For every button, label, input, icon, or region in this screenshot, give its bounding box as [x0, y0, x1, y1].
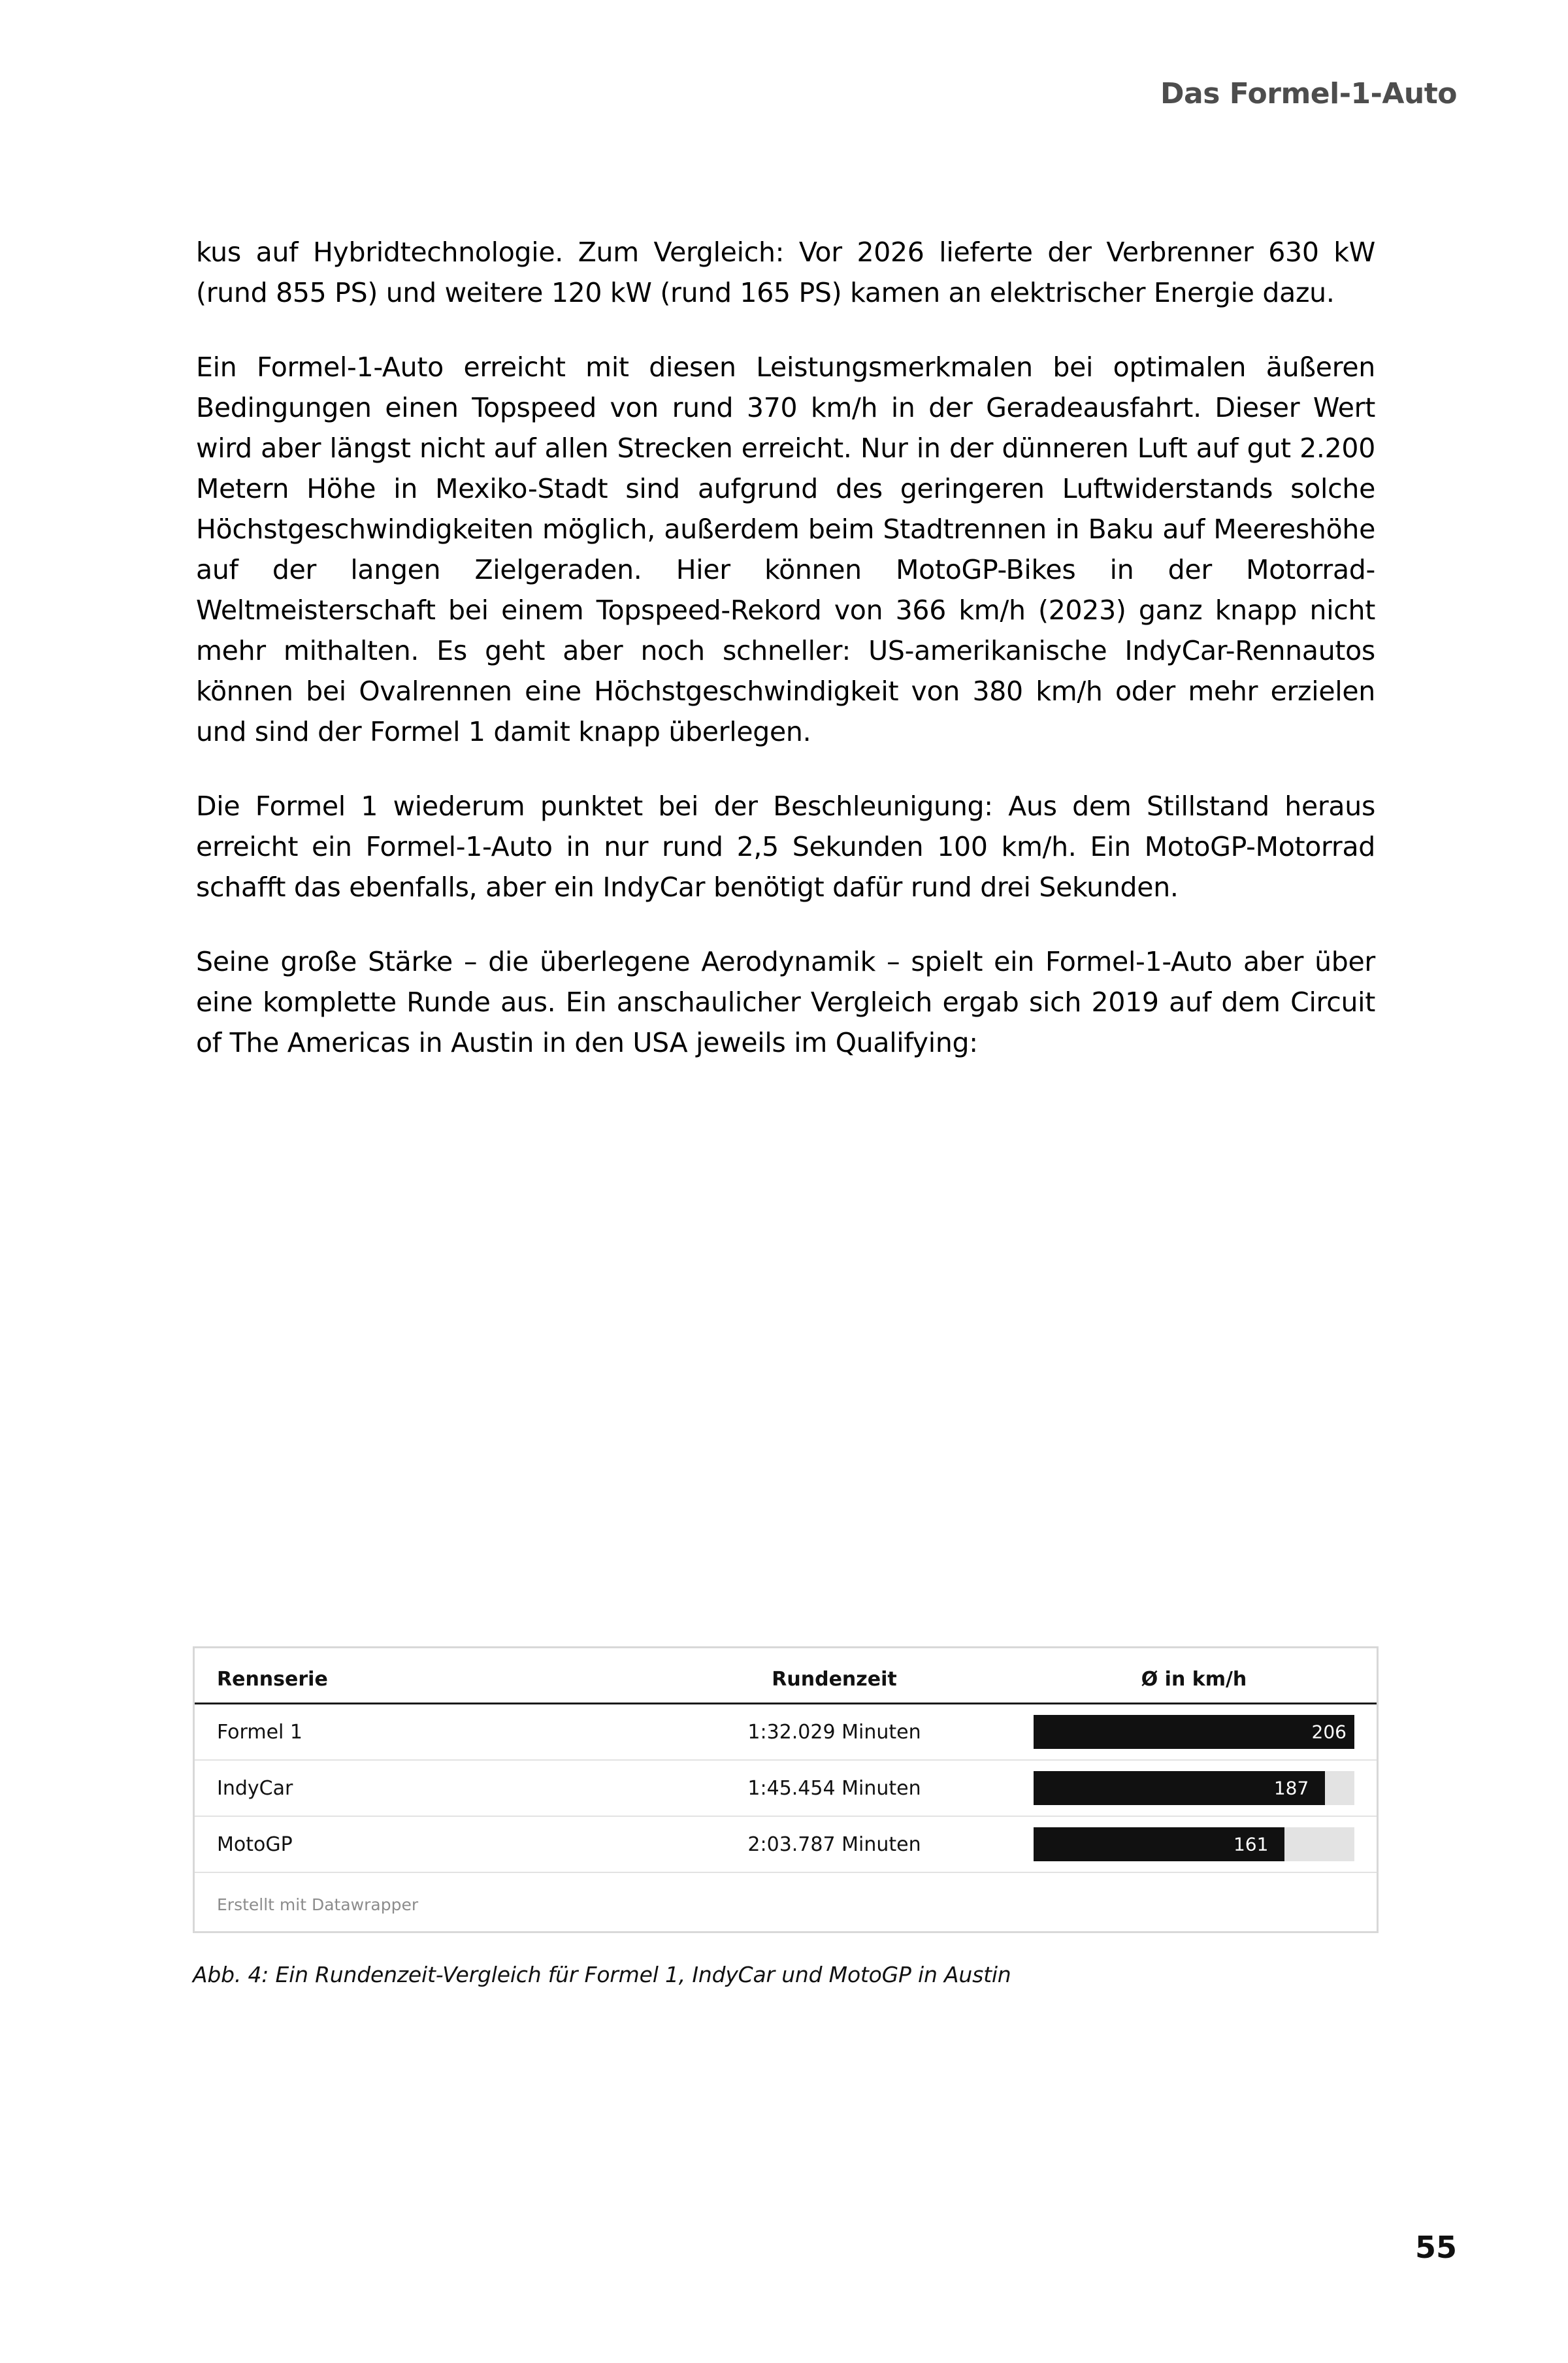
- body-text: [196, 232, 1375, 1063]
- chart-source-note: Erstellt mit Datawrapper: [217, 1895, 419, 1914]
- bar-value: 187: [1273, 1777, 1309, 1799]
- bar-track: [1034, 1715, 1354, 1749]
- bar-fill: [1034, 1715, 1354, 1749]
- cell-speed-bar: [1034, 1827, 1354, 1861]
- paragraph: Ein Formel-1-Auto erreicht mit diesen Leistungsmerkmalen bei optimalen äußeren Bedingungen einen Topspeed von rund 370 km/h in der Geradeausfahrt. Dieser Wert wird aber längst nicht auf allen Strecken erreicht. Nur in der dünneren Luft auf gut 2.200 Metern Höhe in Mexiko-Stadt sind aufgrund des geringeren Luftwiderstands solche Höchstgeschwindigkeiten möglich, außerdem beim Stadtrennen in Baku auf Meereshöhe auf der langen Zielgeraden. Hier können MotoGP-Bikes in der Motorrad-Weltmeisterschaft bei einem Topspeed-Rekord von 366 km/h (2023) ganz knapp nicht mehr mithalten. Es geht aber noch schneller: US-amerikanische IndyCar-Rennautos können bei Ovalrennen eine Höchstgeschwindigkeit von 380 km/h oder mehr erzielen und sind der Formel 1 damit knapp überlegen.: [196, 351, 1375, 747]
- bar-track: [1034, 1827, 1354, 1861]
- column-header-series: Rennserie: [217, 1668, 328, 1691]
- cell-series: MotoGP: [217, 1833, 293, 1856]
- cell-laptime: 1:45.454 Minuten: [747, 1776, 921, 1800]
- figure-lap-time-comparison: [193, 1646, 1379, 1987]
- table-row: [195, 1704, 1377, 1761]
- paragraph: Seine große Stärke – die überlegene Aerodynamik – spielt ein Formel-1-Auto aber über eine komplette Runde aus. Ein anschaulicher Vergleich ergab sich 2019 auf dem Circuit of The Americas in Austin in den USA jeweils im Qualifying:: [196, 946, 1375, 1058]
- paragraph: kus auf Hybridtechnologie. Zum Vergleich: Vor 2026 lieferte der Verbrenner 630 kW (rund 855 PS) und weitere 120 kW (rund 165 PS) kamen an elektrischer Energie dazu.: [196, 236, 1375, 308]
- table-row: [195, 1761, 1377, 1817]
- column-header-laptime: Rundenzeit: [772, 1668, 897, 1691]
- chart-container: [193, 1646, 1379, 1933]
- cell-speed-bar: [1034, 1771, 1354, 1805]
- cell-series: Formel 1: [217, 1720, 302, 1744]
- bar-value: 206: [1311, 1721, 1347, 1743]
- cell-laptime: 2:03.787 Minuten: [747, 1833, 921, 1856]
- cell-series: IndyCar: [217, 1776, 293, 1800]
- bar-track: [1034, 1771, 1354, 1805]
- cell-speed-bar: [1034, 1715, 1354, 1749]
- paragraph: Die Formel 1 wiederum punktet bei der Beschleunigung: Aus dem Stillstand heraus erreicht ein Formel-1-Auto in nur rund 2,5 Sekunden 100 km/h. Ein MotoGP-Motorrad schafft das ebenfalls, aber ein IndyCar benötigt dafür rund drei Sekunden.: [196, 790, 1375, 903]
- figure-caption: Abb. 4: Ein Rundenzeit-Vergleich für Formel 1, IndyCar und MotoGP in Austin: [193, 1962, 1011, 1987]
- cell-laptime: 1:32.029 Minuten: [747, 1720, 921, 1744]
- running-head: Das Formel-1-Auto: [1160, 77, 1457, 110]
- page-number: 55: [1414, 2230, 1457, 2265]
- chart-header-row: [195, 1648, 1377, 1704]
- table-row: [195, 1817, 1377, 1873]
- bar-value: 161: [1233, 1833, 1269, 1855]
- column-header-speed: Ø in km/h: [1141, 1668, 1247, 1691]
